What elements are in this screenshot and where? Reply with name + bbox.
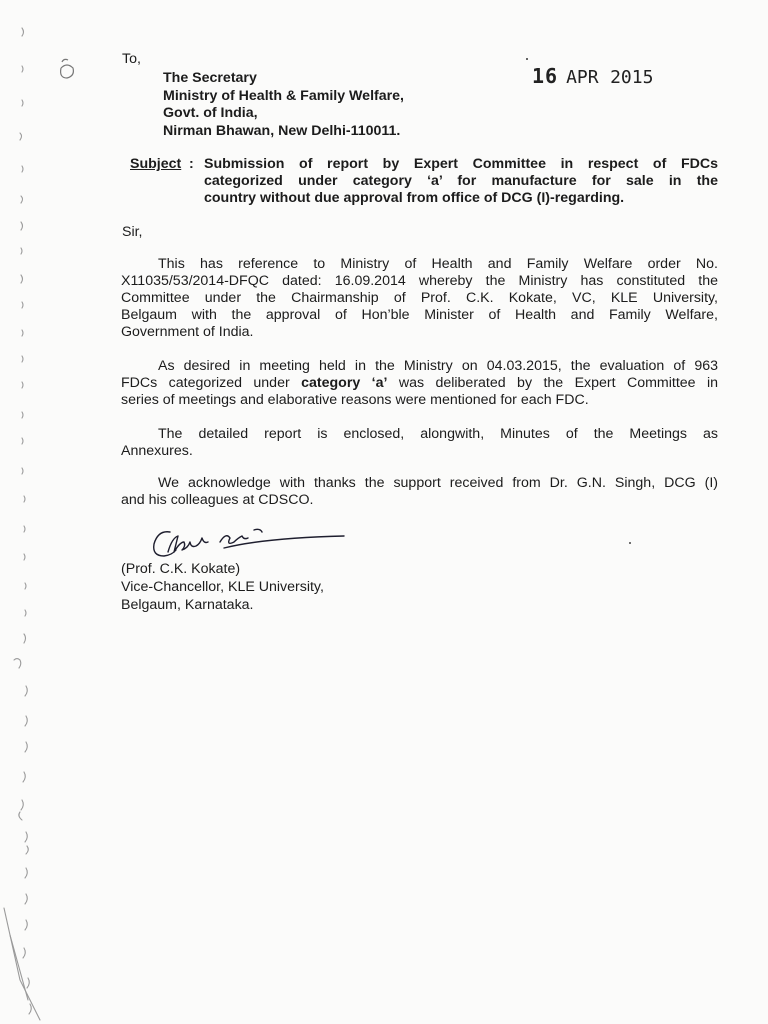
paragraph-enclosure	[121, 426, 718, 460]
paragraph-line: The detailed report is enclosed, alongwith, Minutes of the Meetings as	[158, 426, 718, 442]
addressee-line: Govt. of India,	[163, 105, 258, 121]
paragraph-evaluation	[121, 358, 718, 409]
paragraph-line: X11035/53/2014-DFQC dated: 16.09.2014 whereby the Ministry has constituted the	[121, 273, 718, 289]
addressee-line: Nirman Bhawan, New Delhi-110011.	[163, 122, 401, 139]
margin-scan-marks	[0, 0, 60, 1024]
subject-line: Submission of report by Expert Committee in respect of FDCs	[204, 156, 718, 172]
subject-line: categorized under category ‘a’ for manufacture for sale in the	[204, 173, 718, 189]
paragraph-line: FDCs categorized under category ‘a’ was deliberated by the Expert Committee in	[121, 375, 719, 391]
paragraph-acknowledgement	[121, 475, 718, 509]
handwritten-signature	[150, 518, 350, 564]
paragraph-line: Belgaum with the approval of Hon’ble Minister of Health and Family Welfare,	[121, 307, 718, 323]
signatory-place: Belgaum, Karnataka.	[121, 597, 254, 613]
stamp-day: 16	[532, 64, 559, 88]
stamp-year: 2015	[610, 67, 654, 88]
signatory-name: (Prof. C.K. Kokate)	[121, 561, 241, 577]
signatory-title: Vice-Chancellor, KLE University,	[121, 579, 324, 595]
paragraph-line: Annexures.	[121, 443, 193, 459]
corner-mark-icon	[56, 56, 80, 82]
paragraph-line: This has reference to Ministry of Health and Family Welfare order No.	[158, 256, 718, 272]
subject-line: country without due approval from office of DCG (I)-regarding.	[204, 190, 625, 206]
paragraph-reference	[121, 256, 718, 341]
addressee-block	[163, 70, 404, 140]
addressee-line: The Secretary	[163, 70, 257, 86]
subject-text	[204, 156, 718, 207]
stamp-month: APR	[566, 67, 599, 88]
paragraph-line: As desired in meeting held in the Ministry on 04.03.2015, the evaluation of 963	[158, 358, 718, 374]
subject-colon: :	[189, 156, 194, 172]
paragraph-line: Committee under the Chairmanship of Prof. C.K. Kokate, VC, KLE University,	[121, 290, 718, 306]
paragraph-line: Government of India.	[121, 324, 254, 340]
category-a-emphasis: category ‘a’	[301, 375, 388, 391]
date-stamp	[532, 64, 653, 88]
salutation: Sir,	[122, 224, 143, 240]
to-label: To,	[122, 51, 141, 67]
paragraph-line: We acknowledge with thanks the support received from Dr. G.N. Singh, DCG (I)	[158, 475, 718, 491]
scan-speck	[629, 542, 631, 544]
subject-label: Subject	[130, 156, 182, 172]
paragraph-line: and his colleagues at CDSCO.	[121, 492, 314, 508]
paragraph-line: series of meetings and elaborative reasons were mentioned for each FDC.	[121, 392, 589, 408]
stamp-dot	[526, 58, 528, 60]
addressee-line: Ministry of Health & Family Welfare,	[163, 87, 404, 104]
